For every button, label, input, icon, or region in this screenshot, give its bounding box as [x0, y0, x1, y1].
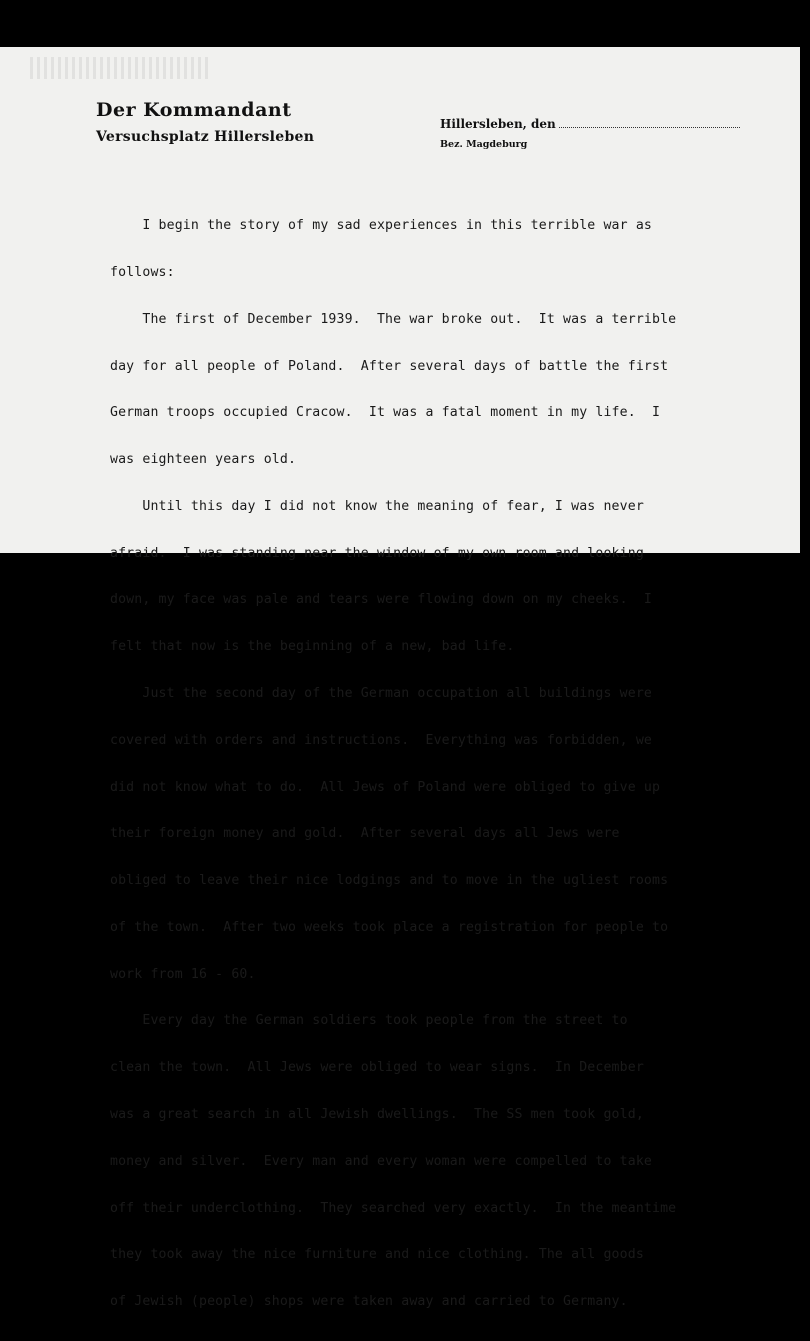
body-line: day for all people of Poland. After several days of battle the first: [110, 358, 669, 374]
body-line: The first of December 1939. The war broke out. It was a terrible: [110, 311, 677, 327]
date-blank-line: [559, 117, 740, 128]
body-line: off their underclothing. They searched very exactly. In the meantime: [110, 1200, 677, 1216]
body-line: did not know what to do. All Jews of Poland were obliged to give up: [110, 779, 661, 795]
body-line: obliged to leave their nice lodgings and to move in the ugliest rooms: [110, 873, 669, 889]
body-line: covered with orders and instructions. Everything was forbidden, we: [110, 732, 652, 748]
body-line: afraid. I was standing near the window of my own room and looking: [110, 545, 644, 561]
stamp-smudge: [30, 57, 210, 79]
body-line: of the town. After two weeks took place a registration for people to: [110, 919, 669, 935]
letter-body: [110, 187, 810, 1341]
letterhead-left: [96, 99, 314, 145]
letterhead-commander: Der Kommandant: [96, 99, 292, 121]
body-line: of Jewish (people) shops were taken away and carried to Germany.: [110, 1294, 628, 1310]
body-line: I begin the story of my sad experiences in this terrible war as: [110, 218, 652, 234]
body-line: their foreign money and gold. After several days all Jews were: [110, 826, 620, 842]
body-line: Every day the German soldiers took people from the street to: [110, 1013, 628, 1029]
body-line: Just the second day of the German occupation all buildings were: [110, 686, 652, 701]
letterhead-right: [440, 117, 740, 150]
place-date-line: [440, 117, 740, 131]
place-prefix: Hillersleben, den: [440, 117, 556, 131]
body-line: felt that now is the beginning of a new, bad life.: [110, 639, 515, 655]
body-line: follows:: [110, 264, 175, 280]
district-label: Bez. Magdeburg: [440, 139, 528, 150]
body-line: money and silver. Every man and every woman were compelled to take: [110, 1153, 652, 1169]
body-line: German troops occupied Cracow. It was a fatal moment in my life. I: [110, 405, 661, 421]
body-line: they took away the nice furniture and nice clothing. The all goods: [110, 1247, 644, 1263]
body-line: clean the town. All Jews were obliged to wear signs. In December: [110, 1060, 644, 1076]
body-line: down, my face was pale and tears were flowing down on my cheeks. I: [110, 592, 652, 608]
letterhead-site: Versuchsplatz Hillersleben: [96, 129, 315, 145]
body-line: Until this day I did not know the meaning of fear, I was never: [110, 498, 644, 514]
body-line: was eighteen years old.: [110, 452, 297, 468]
document-page: [0, 47, 800, 1310]
body-line: was a great search in all Jewish dwellings. The SS men took gold,: [110, 1107, 644, 1123]
body-line: work from 16 - 60.: [110, 966, 256, 982]
